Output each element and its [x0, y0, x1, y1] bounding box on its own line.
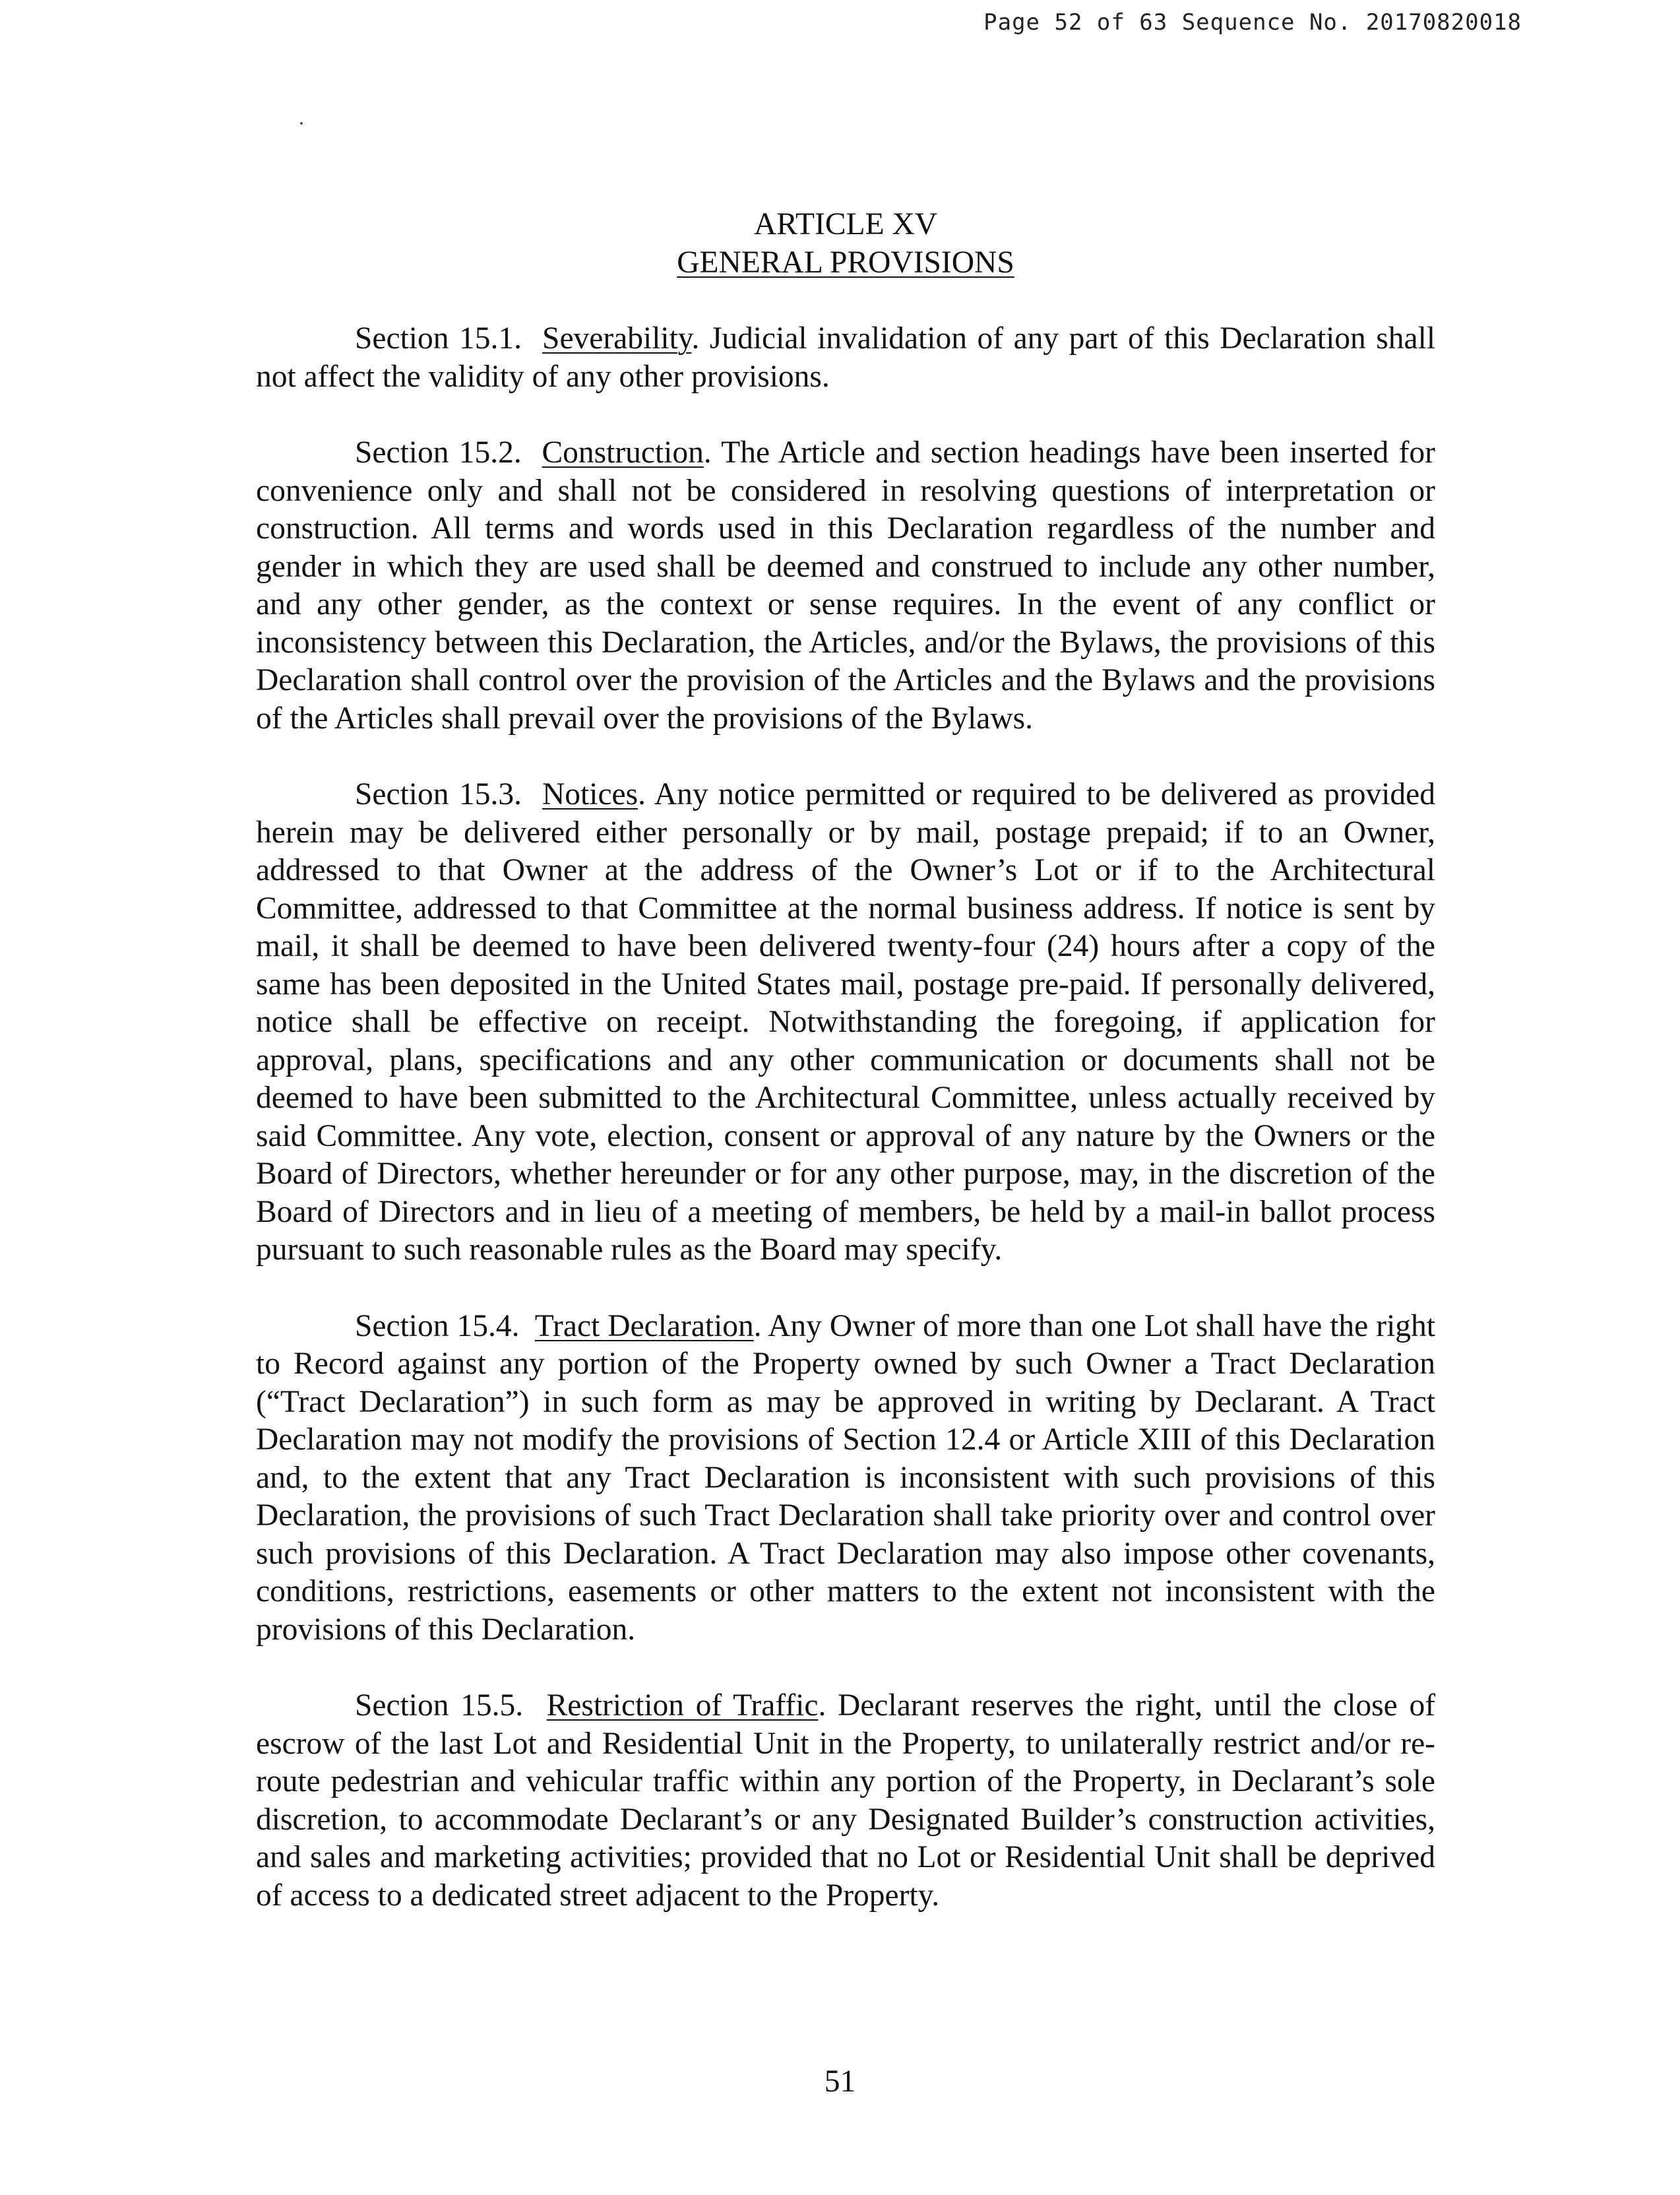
section-text: . The Article and section headings have been inserted for convenience only and shall not be considered in resolving questions of interpretation or construction. All terms and words used in this Declaration regardless of the number and gender in which they are used shall be deemed and construed to include any other number, and any other gender, as the context or sense requires. In the event of any conflict or inconsistency between this Declaration, the Articles, and/or the Bylaws, the provisions of this Declaration shall control over the provision of the Articles and the Bylaws and the provisions of the Articles shall prevail over the provisions of the Bylaws.	[256, 435, 1435, 736]
section-text: . Judicial invalidation of any part of this Declaration shall not affect the validity of any other provisions.	[256, 321, 1436, 394]
section-number: Section 15.5.	[355, 1688, 524, 1723]
section-number: Section 15.3.	[355, 777, 522, 811]
section-15-1	[256, 320, 1435, 396]
section-title: Construction	[542, 435, 704, 470]
section-text: . Any Owner of more than one Lot shall have the right to Record against any portion of the Property owned by such Owner a Tract Declaration (“Tract Declaration”) in such form as may be approved in writing by Declarant. A Tract Declaration may not modify the provisions of Section 12.4 or Article XIII of this Declaration and, to the extent that any Tract Declaration is inconsistent with such provisions of this Declaration, the provisions of such Tract Declaration shall take priority over and control over such provisions of this Declaration. A Tract Declaration may also impose other covenants, conditions, restrictions, easements or other matters to the extent not inconsistent with the provisions of this Declaration.	[256, 1308, 1435, 1647]
section-15-5	[256, 1687, 1435, 1915]
section-text: . Any notice permitted or required to be delivered as provided herein may be delivered either personally or by mail, postage prepaid; if to an Owner, addressed to that Owner at the address of the Owner’s Lot or if to the Architectural Committee, addressed to that Committee at the normal business address. If notice is sent by mail, it shall be deemed to have been delivered twenty-four (24) hours after a copy of the same has been deposited in the United States mail, postage pre-paid. If personally delivered, notice shall be effective on receipt. Notwithstanding the foregoing, if application for approval, plans, specifications and any other communication or documents shall not be deemed to have been submitted to the Architectural Committee, unless actually received by said Committee. Any vote, election, consent or approval of any nature by the Owners or the Board of Directors, whether hereunder or for any other purpose, may, in the discretion of the Board of Directors and in lieu of a meeting of members, be held by a mail-in ballot process pursuant to such reasonable rules as the Board may specify.	[256, 777, 1435, 1267]
section-title: Restriction of Traffic	[546, 1688, 819, 1723]
article-title: GENERAL PROVISIONS	[677, 245, 1014, 280]
document-body	[256, 206, 1435, 1915]
article-title-line	[256, 244, 1435, 282]
section-title: Severability	[542, 321, 692, 356]
section-15-3	[256, 776, 1435, 1269]
section-15-2	[256, 434, 1435, 738]
section-title: Notices	[542, 777, 638, 811]
section-15-4	[256, 1308, 1435, 1649]
article-number: ARTICLE XV	[753, 207, 938, 241]
section-title: Tract Declaration	[534, 1308, 754, 1343]
section-number: Section 15.2.	[355, 435, 522, 470]
sequence-header: Page 52 of 63 Sequence No. 20170820018	[983, 9, 1522, 36]
section-number: Section 15.1.	[355, 321, 522, 356]
section-text: . Declarant reserves the right, until the close of escrow of the last Lot and Residential Unit in the Property, to unilaterally restrict and/or re-route pedestrian and vehicular traffic within any portion of the Property, in Declarant’s sole discretion, to accommodate Declarant’s or any Designated Builder’s construction activities, and sales and marketing activities; provided that no Lot or Residential Unit shall be deprived of access to a dedicated street adjacent to the Property.	[256, 1688, 1436, 1913]
page-number: 51	[824, 2064, 856, 2099]
section-number: Section 15.4.	[355, 1308, 520, 1343]
scan-speck	[300, 122, 303, 125]
